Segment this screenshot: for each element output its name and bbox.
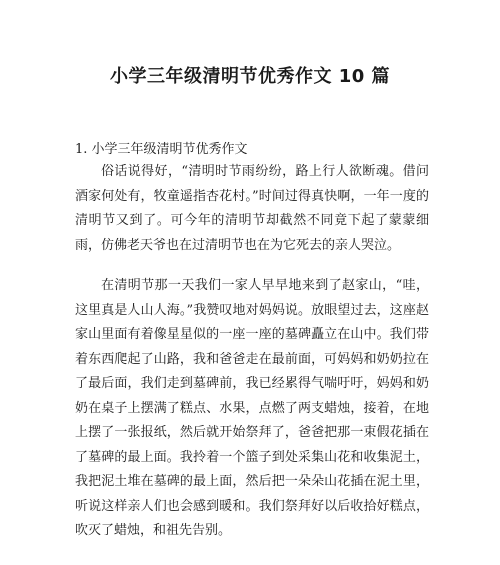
document-title: 小学三年级清明节优秀作文 10 篇 (109, 66, 391, 87)
paragraph-1: 俗话说得好，“清明时节雨纷纷，路上行人欲断魂。借问酒家何处有，牧童遥指杏花村。”时间过得真快啊，一年一度的清明节又到了。可今年的清明节却截然不同竟下起了蒙蒙细雨，仿佛老天爷也在过清明节也在为它死去的亲人哭泣。 (75, 164, 429, 253)
section-heading: 1. 小学三年级清明节优秀作文 (75, 142, 248, 157)
paragraph-2: 在清明节那一天我们一家人早早地来到了赵家山，“哇，这里真是人山人海。”我赞叹地对妈妈说。放眼望过去，这座赵家山里面有着像星星似的一座一座的墓碑矗立在山中。我们带着东西爬起了山路，我和爸爸走在最前面，可妈妈和奶奶拉在了最后面，我们走到墓碑前，我已经累得气喘吁吁，妈妈和奶奶在桌子上摆满了糕点、水果，点燃了两支蜡烛，接着，在地上摆了一张报纸，然后就开始祭拜了，爸爸把那一束假花插在了墓碑的最上面。我拎着一个篮子到处采集山花和收集泥土，我把泥土堆在墓碑的最上面，然后把一朵朵山花插在泥土里，听说这样亲人们也会感到暖和。我们祭拜好以后收拾好糕点，吹灭了蜡烛，和祖先告别。 (75, 278, 429, 538)
page-bottom-fade (0, 551, 500, 565)
